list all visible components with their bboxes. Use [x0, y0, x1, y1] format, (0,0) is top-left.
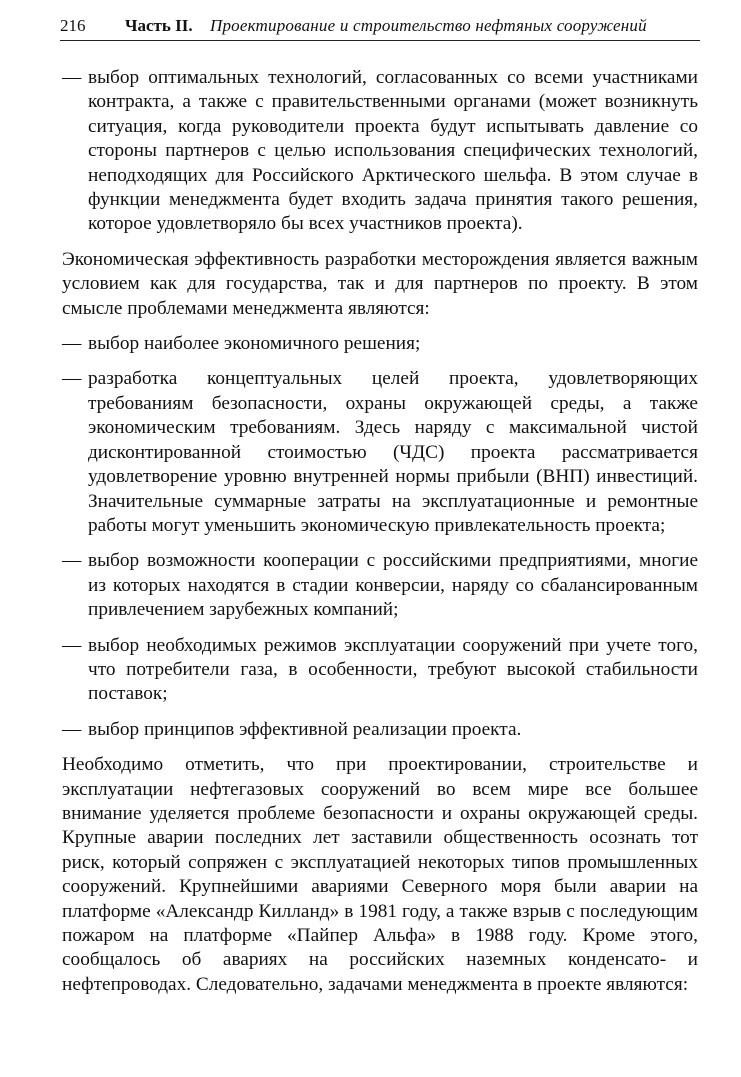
list-item-text: выбор наиболее экономичного решения;	[88, 333, 421, 355]
paragraph-economics: Экономическая эффективность разработки месторождения является важным условием как для государства, так и для партнеров по проекту. В этом смысле проблемами менеджмента являются:	[62, 248, 698, 319]
list-item	[62, 367, 698, 538]
list-dash: —	[62, 333, 82, 355]
list-dash: —	[62, 718, 82, 740]
part-label: Часть II.	[125, 16, 193, 35]
list-item-text: разработка концептуальных целей проекта, удовлетворяющих требованиям безопасности, охраны окружающей среды, а также экономическим требованиям. Здесь наряду с максимальной чистой дисконтированной стоимостью (ЧДС) проекта рассматривается удовлетворение уровню внутренней нормы прибыли (ВНП) инвестиций. Значительные суммарные затраты на эксплуатационные и ремонтные работы могут уменьшить экономическую привлекательность проекта;	[88, 368, 698, 536]
list-item	[62, 634, 698, 707]
list-item	[62, 66, 698, 237]
list-item	[62, 549, 698, 622]
list-item	[62, 718, 698, 742]
page-number: 216	[60, 16, 86, 35]
list-item-text: выбор оптимальных технологий, согласованных со всеми участниками контракта, а также с правительственными органами (может возникнуть ситуация, когда руководители проекта будут испытывать давление со стороны партнеров с целью использования специфических технологий, неподходящих для Российского Арктического шельфа. В этом случае в функции менеджмента будет входить задача принятия такого решения, которое удовлетворяло бы всех участников проекта).	[88, 67, 698, 235]
list-dash: —	[62, 368, 82, 390]
list-item	[62, 332, 698, 356]
paragraph-safety: Необходимо отметить, что при проектировании, строительстве и эксплуатации нефтегазовых сооружений во всем мире все большее внимание уделяется проблеме безопасности и охраны окружающей среды. Крупные аварии последних лет заставили общественность осознать тот риск, который сопряжен с эксплуатацией некоторых типов промышленных сооружений. Крупнейшими авариями Северного моря были аварии на платформе «Александр Килланд» в 1981 году, а также взрыв с последующим пожаром на платформе «Пайпер Альфа» в 1988 году. Кроме этого, сообщалось об авариях на российских наземных конденсато- и нефтепроводах. Следовательно, задачами менеджмента в проекте являются:	[62, 754, 698, 995]
list-dash: —	[62, 67, 82, 88]
running-header	[60, 16, 700, 41]
list-item-text: выбор возможности кооперации с российскими предприятиями, многие из которых находятся в стадии конверсии, наряду со сбалансированным привлечением зарубежных компаний;	[88, 550, 698, 621]
list-item-text: выбор необходимых режимов эксплуатации сооружений при учете того, что потребители газа, в особенности, требуют высокой стабильности поставок;	[88, 634, 698, 705]
list-dash: —	[62, 550, 82, 572]
section-title: Проектирование и строительство нефтяных сооружений	[210, 16, 647, 35]
list-dash: —	[62, 634, 82, 656]
body-text	[62, 66, 698, 1008]
list-item-text: выбор принципов эффективной реализации проекта.	[88, 718, 522, 740]
